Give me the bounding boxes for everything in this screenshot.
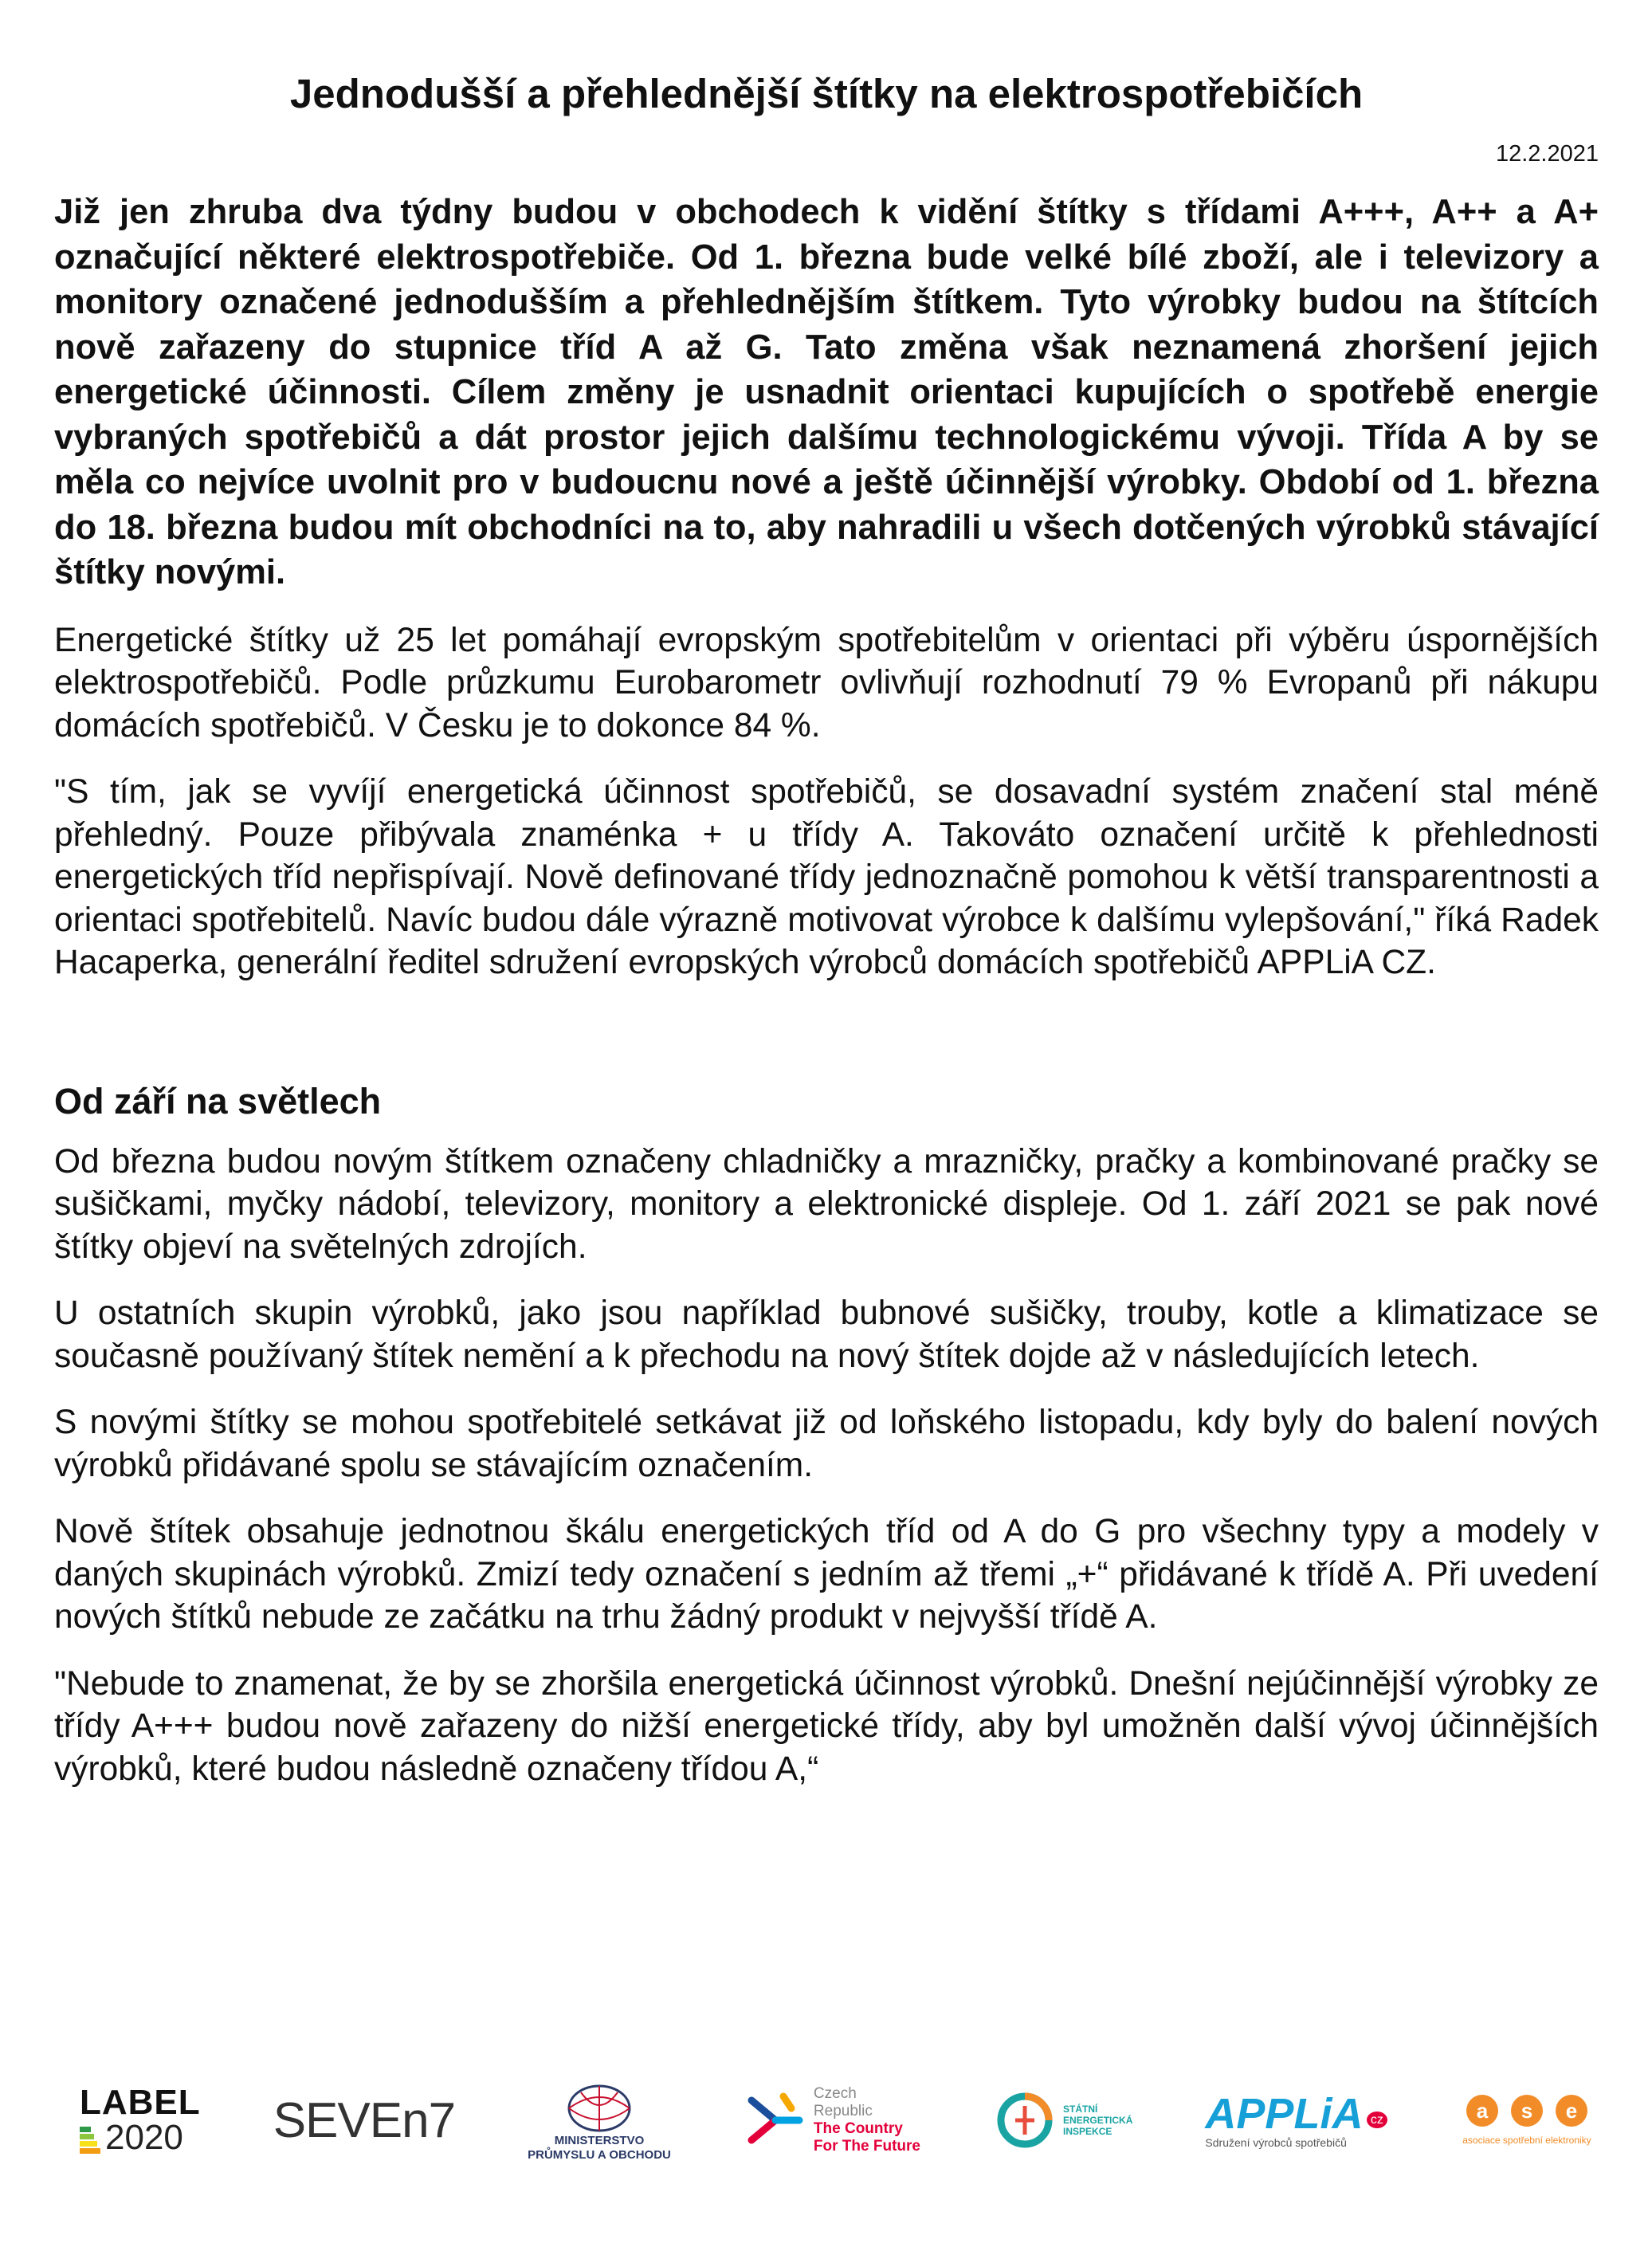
lead-paragraph: Již jen zhruba dva týdny budou v obchodech k vidění štítky s třídami A+++, A++ a A+ označující některé elektrospotřebiče. Od 1. března bude velké bílé zboží, ale i televizory a monitory označené jednodušším a přehlednějším štítkem. Tyto výrobky budou na štítcích nově zařazeny do stupnice tříd A až G. Tato změna však neznamená zhoršení jejich energetické účinnosti. Cílem změny je usnadnit orientaci kupujících o spotřebě energie vybraných spotřebičů a dát prostor jejich dalšímu technologickému vývoji. Třída A by se měla co nejvíce uvolnit pro v budoucnu nové a ještě účinnější výrobky. Období od 1. března do 18. března budou mít obchodníci na to, aby nahradili u všech dotčených výrobků stávající štítky novými. <box>54 193 1599 591</box>
paragraph-eurobarometer: Energetické štítky už 25 let pomáhají evropským spotřebitelům v orientaci při výběru úspornějších elektrospotřebičů. Podle průzkumu Eurobarometr ovlivňují rozhodnutí 79 % Evropanů při nákupu domácích spotřebičů. V Česku je to dokonce 84 %. <box>54 621 1599 744</box>
paragraph-november: S novými štítky se mohou spotřebitelé setkávat již od loňského listopadu, kdy byly do balení nových výrobků přidávané spolu se stávajícím označením. <box>54 1404 1599 1484</box>
applia-logo <box>1205 2092 1387 2149</box>
mpo-logo <box>528 2078 671 2163</box>
mpo-logo-line2: PRŮMYSLU A OBCHODU <box>528 2148 671 2162</box>
sei-logo-line1: STÁTNÍ <box>1063 2104 1098 2115</box>
sei-logo-line3: INSPEKCE <box>1063 2126 1112 2137</box>
partner-logos <box>80 2060 1594 2180</box>
document-title: Jednodušší a přehlednější štítky na elektrospotřebičích <box>289 71 1364 116</box>
paragraph-scale: Nově štítek obsahuje jednotnou škálu energetických tříd od A do G pro všechny typy a modely v daných skupinách výrobků. Zmizí tedy označení s jedním až třemi „+“ přidávané k třídě A. Při uvedení nových štítků nebude ze začátku na trhu žádný produkt v nejvyšší třídě A. <box>54 1513 1599 1636</box>
document-date: 12.2.2021 <box>1495 141 1599 167</box>
czech-logo-line3: The Country <box>813 2120 903 2137</box>
energy-bars-icon <box>80 2127 100 2155</box>
ase-letter-s: s <box>1511 2095 1543 2127</box>
label2020-logo-top: LABEL <box>80 2083 201 2122</box>
section-heading: Od září na světlech <box>54 1080 382 1122</box>
sei-logo-line2: ENERGETICKÁ <box>1063 2115 1133 2126</box>
ase-logo-subtitle: asociace spotřební elektroniky <box>1462 2135 1591 2146</box>
ase-letter-e: e <box>1556 2095 1587 2127</box>
mpo-logo-line1: MINISTERSTVO <box>554 2134 645 2147</box>
label2020-logo <box>80 2085 201 2155</box>
label2020-logo-year: 2020 <box>105 2118 183 2157</box>
czech-arrow-icon <box>744 2084 807 2156</box>
applia-logo-badge: cz <box>1367 2111 1387 2128</box>
applia-logo-subtitle: Sdružení výrobců spotřebičů <box>1205 2136 1347 2149</box>
sei-logo <box>993 2088 1132 2152</box>
ase-logo <box>1460 2095 1594 2146</box>
paragraph-other-groups: U ostatních skupin výrobků, jako jsou například bubnové sušičky, trouby, kotle a klimatizace se současně používaný štítek nemění a k přechodu na nový štítek dojde až v následujících letech. <box>54 1294 1599 1375</box>
czech-logo-line4: For The Future <box>813 2138 920 2155</box>
paragraph-march-products: Od března budou novým štítkem označeny chladničky a mrazničky, pračky a kombinované pračky se sušičkami, myčky nádobí, televizory, monitory a elektronické displeje. Od 1. září 2021 se pak nové štítky objeví na světelných zdrojích. <box>54 1142 1599 1266</box>
applia-logo-word: APPLiA <box>1205 2090 1364 2138</box>
document-body <box>54 190 1599 1814</box>
czech-logo-line1: Czech <box>813 2085 857 2102</box>
paragraph-quote-efficiency: "Nebude to znamenat, že by se zhoršila energetická účinnost výrobků. Dnešní nejúčinnější výrobky ze třídy A+++ budou nově zařazeny do nižší energetické třídy, aby byl umožněn další vývoj účinnějších výrobků, které budou následně označeny třídou A,“ <box>54 1664 1599 1788</box>
paragraph-quote-hacaperka: "S tím, jak se vyvíjí energetická účinnost spotřebičů, se dosavadní systém značení stal méně přehledný. Pouze přibývala znaménka + u třídy A. Takováto označení určitě k přehlednosti energetických tříd nepřispívají. Nově definované třídy jednoznačně pomohou k větší transparentnosti a orientaci spotřebitelů. Navíc budou dále výrazně motivovat výrobce k dalšímu vylepšování," říká Radek Hacaperka, generální ředitel sdružení evropských výrobců domácích spotřebičů APPLiA CZ. <box>54 773 1599 981</box>
ase-letter-a: a <box>1466 2095 1498 2127</box>
seven-logo: SEVEn7 <box>273 2092 456 2148</box>
czech-logo-line2: Republic <box>813 2103 873 2119</box>
sei-ring-icon <box>993 2088 1057 2152</box>
globe-icon <box>563 2078 635 2134</box>
czech-republic-logo <box>744 2084 920 2156</box>
